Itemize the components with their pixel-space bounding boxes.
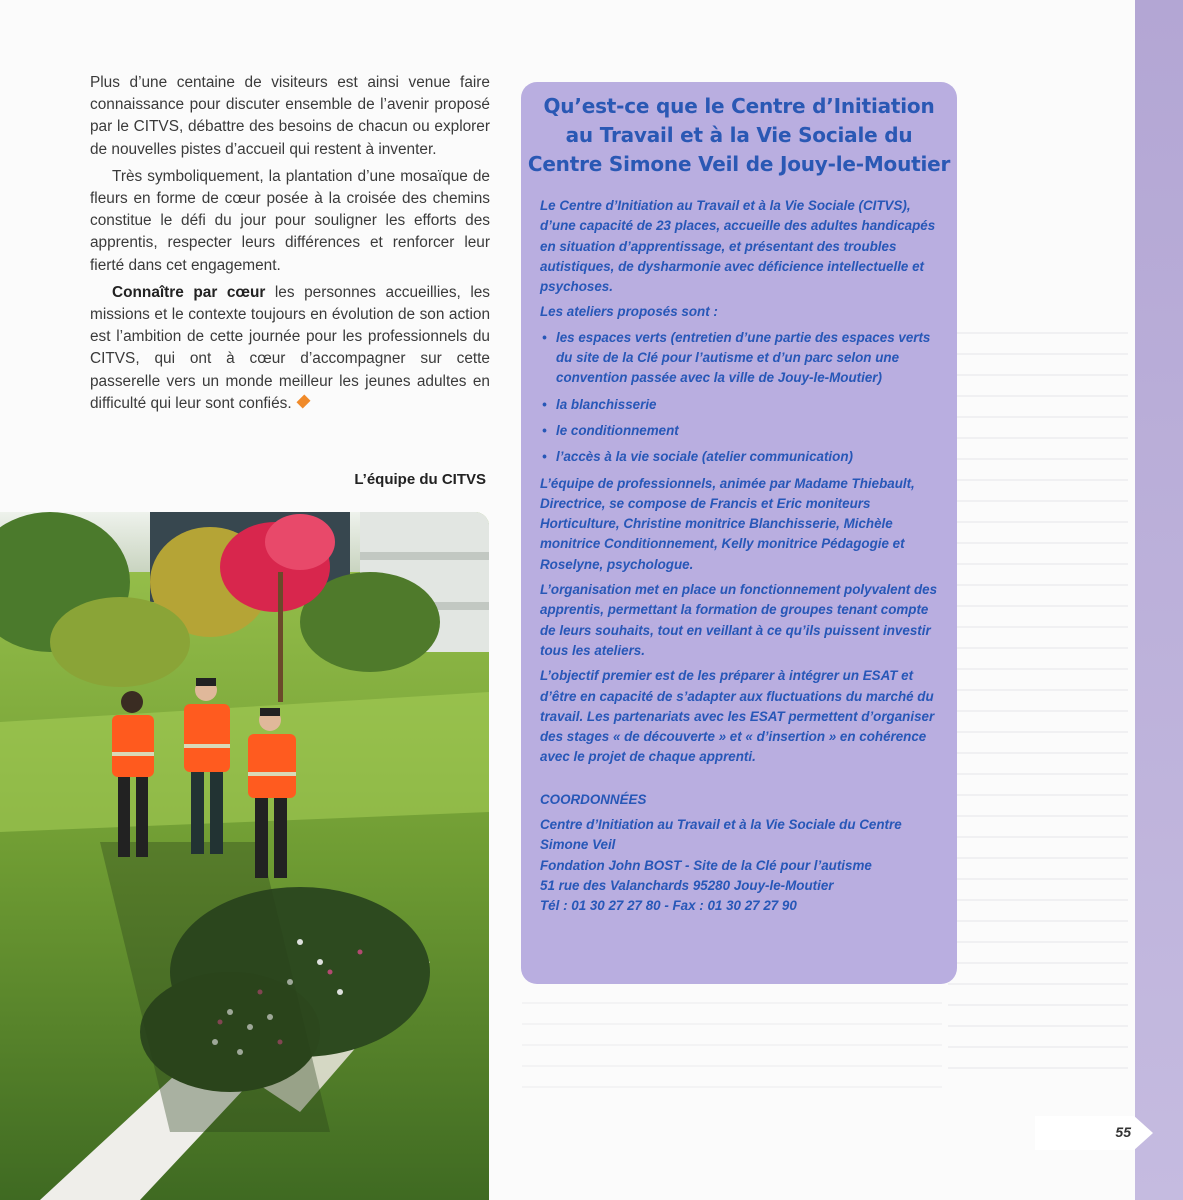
- coordonnees-line: Tél : 01 30 27 27 80 - Fax : 01 30 27 27 90: [540, 898, 797, 914]
- info-box-body: [540, 196, 940, 917]
- garden-photo: [0, 512, 489, 1200]
- list-item: • les espaces verts (entretien d’une partie des espaces verts du site de la Clé pour l’autisme et d’un parc selon une convention passée avec la ville de Jouy-le-Moutier): [540, 328, 940, 389]
- ateliers-list: [540, 328, 940, 468]
- end-mark-diamond-icon: [296, 394, 310, 408]
- paragraph-3: [90, 282, 490, 415]
- paragraph-3-lead: Connaître par cœur: [112, 283, 266, 301]
- objectif-text: L’objectif premier est de les préparer à intégrer un ESAT et d’être en capacité de s’adapter aux fluctuations du marché du travail. Les partenariats avec les ESAT permettent d’organiser des stages « de découverte » et « d’insertion » en cohérence avec le projet de chaque apprenti.: [540, 668, 935, 765]
- show-through-text: [948, 320, 1128, 1080]
- paragraph-3-text: les personnes accueillies, les missions et le contexte toujours en évolution de son action est l’ambition de cette journée pour les professionnels du CITVS, qui ont à cœur d’accompagner sur cette passerelle vers un monde meilleur les jeunes adultes en difficulté qui leur sont confiés.: [90, 283, 490, 412]
- coordonnees-line: 51 rue des Valanchards 95280 Jouy-le-Moutier: [540, 877, 834, 893]
- list-item: • le conditionnement: [540, 421, 940, 441]
- list-item: • l’accès à la vie sociale (atelier communication): [540, 447, 940, 467]
- page-number-tab: [1035, 1116, 1153, 1150]
- page-number: 55: [1115, 1124, 1131, 1140]
- signature: L’équipe du CITVS: [354, 471, 486, 488]
- intro-text: Le Centre d’Initiation au Travail et à la Vie Sociale (CITVS), d’une capacité de 23 places, accueille des adultes handicapés en situation d’apprentissage, et présentant des troubles autistiques, de dysharmonie avec déficience intellectuelle et psychoses.: [540, 198, 936, 295]
- equipe-text: L’équipe de professionnels, animée par Madame Thiebault, Directrice, se compose de Francis et Eric moniteurs Horticulture, Christine monitrice Blanchisserie, Michèle monitrice Conditionnement, Kelly monitrice Pédagogie et Roselyne, psychologue.: [540, 475, 915, 572]
- coordonnees-line: Centre d’Initiation au Travail et à la Vie Sociale du Centre Simone Veil: [540, 817, 902, 853]
- paragraph-2: Très symboliquement, la plantation d’une mosaïque de fleurs en forme de cœur posée à la croisée des chemins constitue le défi du jour pour souligner les efforts des apprentis, respecter leurs différences et renforcer leur fierté dans cet engagement.: [90, 167, 490, 274]
- article-text: [90, 72, 490, 420]
- garden-illustration: [0, 512, 489, 1200]
- organisation-text: L’organisation met en place un fonctionnement polyvalent des apprentis, permettant la formation de groupes tenant compte de leurs souhaits, tout en veillant à ce qu’ils puissent investir tous les ateliers.: [540, 582, 938, 658]
- list-item: • la blanchisserie: [540, 395, 940, 415]
- ateliers-heading: Les ateliers proposés sont :: [540, 304, 718, 320]
- coordonnees-line: Fondation John BOST - Site de la Clé pour l’autisme: [540, 857, 872, 873]
- info-box-title: Qu’est-ce que le Centre d’Initiation au Travail et à la Vie Sociale du Centre Simone Veil de Jouy-le-Moutier: [527, 94, 951, 176]
- paragraph-1: Plus d’une centaine de visiteurs est ainsi venue faire connaissance pour discuter ensemble de l’avenir proposé par le CITVS, débattre des besoins de chacun ou explorer de nouvelles pistes d’accueil qui restent à inventer.: [90, 74, 490, 158]
- coordonnees-heading: COORDONNÉES: [540, 791, 647, 807]
- side-band: [1135, 0, 1183, 1200]
- show-through-text-bottom: [522, 990, 942, 1100]
